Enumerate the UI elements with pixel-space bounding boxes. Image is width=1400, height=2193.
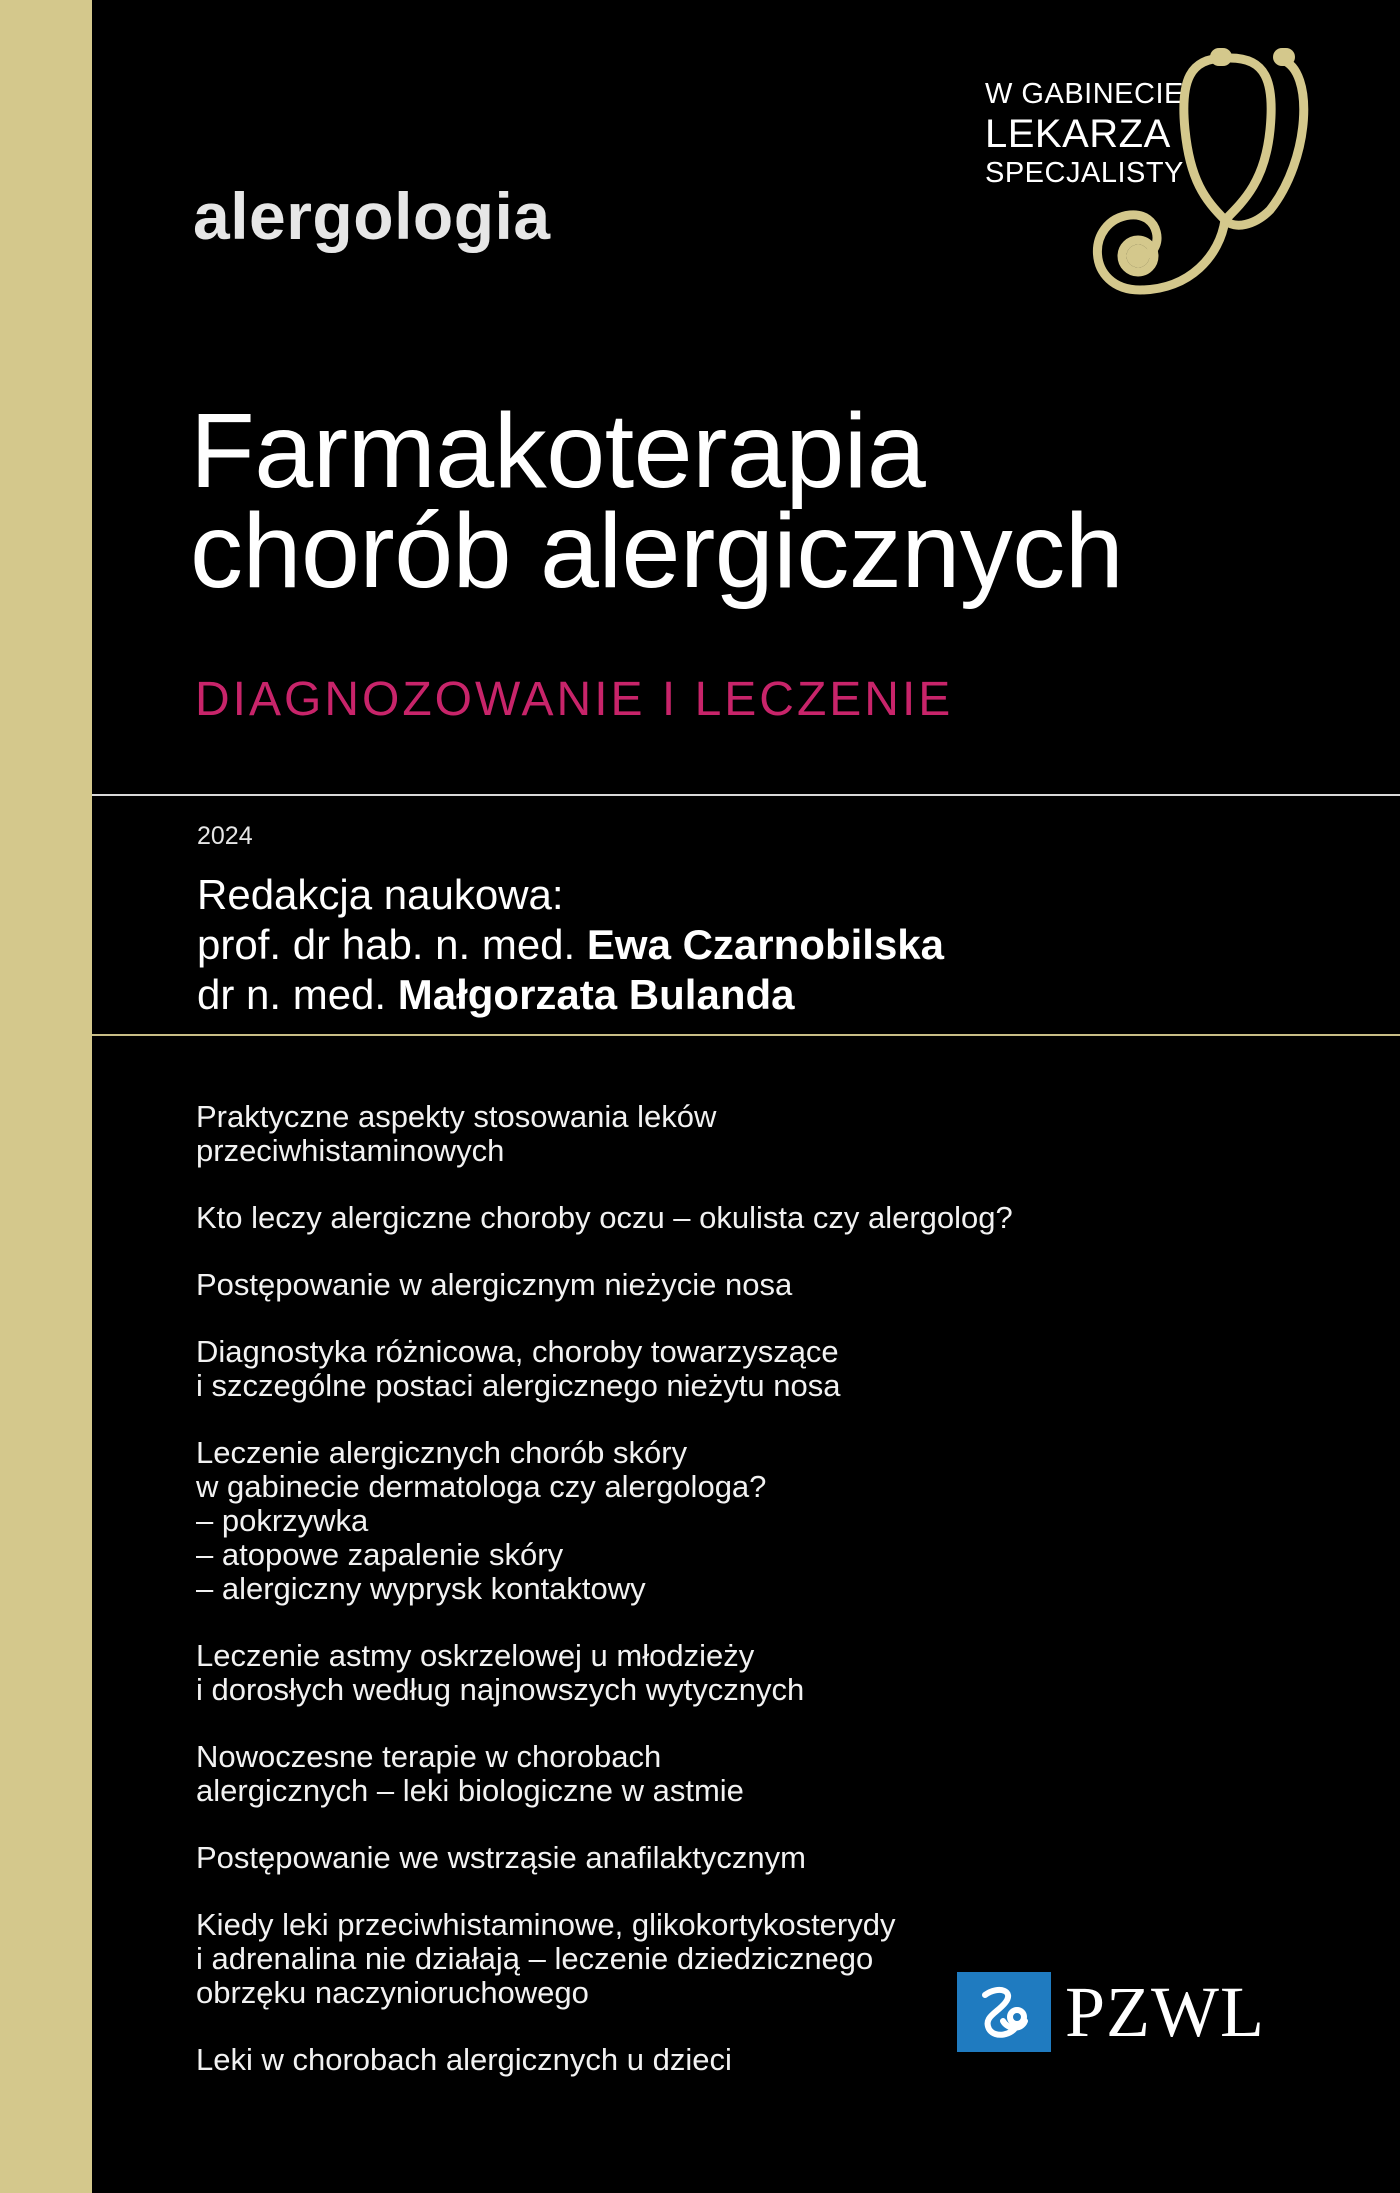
- contents-item: Postępowanie we wstrząsie anafilaktycznym: [196, 1840, 806, 1875]
- book-title: [190, 392, 1124, 610]
- book-spine-stripe: [0, 0, 92, 2193]
- contents-item: Leczenie alergicznych chorób skóry w gabinecie dermatologa czy alergologa? – pokrzywka – atopowe zapalenie skóry – alergiczny wyprysk kontaktowy: [196, 1435, 767, 1606]
- editor-2-name: Małgorzata Bulanda: [397, 971, 795, 1018]
- editor-2-prefix: dr n. med.: [197, 971, 387, 1018]
- editor-1-prefix: prof. dr hab. n. med.: [197, 921, 576, 968]
- editor-1: [197, 920, 944, 970]
- editors-heading: Redakcja naukowa:: [197, 871, 564, 918]
- publication-year: 2024: [197, 822, 253, 850]
- editor-2: [197, 970, 944, 1020]
- divider-top: [92, 794, 1400, 796]
- contents-item: Kiedy leki przeciwhistaminowe, glikokortykosterydy i adrenalina nie działają – leczenie dziedzicznego obrzęku naczynioruchowego: [196, 1907, 896, 2010]
- publisher-name: PZWL: [1065, 1971, 1265, 2052]
- contents-list: [196, 1100, 1096, 2110]
- contents-item: Postępowanie w alergicznym nieżycie nosa: [196, 1267, 793, 1302]
- series-line-3: SPECJALISTY: [985, 157, 1184, 189]
- category-label: alergologia: [193, 179, 551, 253]
- contents-item: Kto leczy alergiczne choroby oczu – okulista czy alergolog?: [196, 1200, 1013, 1235]
- contents-item: Leki w chorobach alergicznych u dzieci: [196, 2042, 732, 2077]
- book-title-line-2: chorób alergicznych: [190, 492, 1124, 610]
- series-line-2: LEKARZA: [985, 112, 1171, 156]
- contents-item: Nowoczesne terapie w chorobach alergicznych – leki biologiczne w astmie: [196, 1739, 744, 1808]
- book-title-line-1: Farmakoterapia: [190, 392, 926, 510]
- book-subtitle: DIAGNOZOWANIE I LECZENIE: [195, 673, 954, 726]
- divider-bottom: [92, 1034, 1400, 1036]
- contents-item: Leczenie astmy oskrzelowej u młodzieży i dorosłych według najnowszych wytycznych: [196, 1638, 805, 1707]
- contents-item: Diagnostyka różnicowa, choroby towarzyszące i szczególne postaci alergicznego nieżytu nosa: [196, 1334, 841, 1403]
- series-line-1: W GABINECIE: [985, 78, 1184, 110]
- publisher-logo: [957, 1972, 1265, 2052]
- editors-block: [197, 870, 944, 1020]
- stethoscope-icon: [1070, 40, 1370, 340]
- pzwl-serpent-icon: [957, 1972, 1051, 2052]
- contents-item: Praktyczne aspekty stosowania leków przeciwhistaminowych: [196, 1099, 717, 1168]
- editor-1-name: Ewa Czarnobilska: [586, 921, 945, 968]
